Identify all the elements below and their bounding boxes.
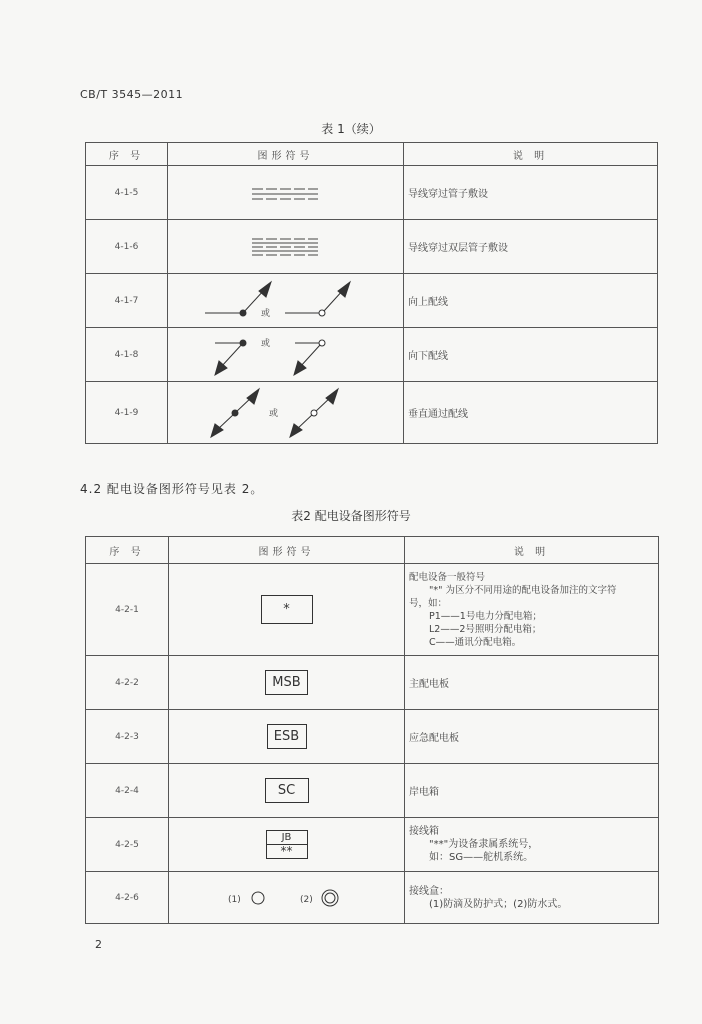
symbol-cell (169, 710, 405, 764)
row-number: 4-2-6 (86, 872, 169, 924)
label-1: (1) (227, 894, 241, 905)
description: 垂直通过配线 (404, 382, 658, 444)
description: 岸电箱 (405, 764, 659, 818)
watertight-box-icon (322, 890, 338, 906)
symbol-cell (168, 220, 404, 274)
table-row (86, 764, 659, 818)
symbol-cell (169, 764, 405, 818)
page-number: 2 (95, 938, 102, 951)
description: 导线穿过管子敷设 (404, 166, 658, 220)
table2-header-row (86, 537, 659, 564)
col-header-desc: 说 明 (404, 143, 658, 166)
vertical-through-wiring-symbol (201, 386, 371, 440)
table1 (85, 142, 658, 444)
or-label: 或 (260, 308, 270, 319)
row-number: 4-2-5 (86, 818, 169, 872)
section-4-2-text: 4.2 配电设备图形符号见表 2。 (80, 482, 264, 496)
row-number: 4-1-9 (86, 382, 168, 444)
col-header-symbol: 图形符号 (168, 143, 404, 166)
or-label: 或 (260, 338, 270, 349)
junction-box-symbol (266, 830, 308, 859)
table-row (86, 166, 658, 220)
junction-box-circle-symbols (222, 886, 352, 910)
row-number: 4-2-2 (86, 656, 169, 710)
col-header-desc: 说 明 (405, 537, 659, 564)
shore-connection-box-symbol: SC (265, 778, 309, 803)
desc-line: "**"为设备隶属系统号， (429, 839, 539, 850)
desc-line: 接线箱 (409, 826, 439, 837)
symbol-cell (168, 274, 404, 328)
description: 向下配线 (404, 328, 658, 382)
table1-header-row (86, 143, 658, 166)
row-number: 4-1-8 (86, 328, 168, 382)
col-header-symbol: 图形符号 (169, 537, 405, 564)
downward-wiring-symbol (201, 333, 371, 377)
symbol-cell (169, 656, 405, 710)
emergency-switchboard-symbol: ESB (267, 724, 307, 749)
description (405, 818, 659, 872)
table-row (86, 382, 658, 444)
desc-line: (1)防滴及防护式；(2)防水式。 (429, 898, 568, 910)
description (405, 564, 659, 656)
desc-line: 配电设备一般符号 (409, 571, 486, 583)
symbol-cell (169, 872, 405, 924)
double-conduit-wiring-symbol (246, 235, 326, 259)
table-row (86, 656, 659, 710)
description: 向上配线 (404, 274, 658, 328)
desc-line: 接线盒： (409, 885, 449, 897)
row-number: 4-1-6 (86, 220, 168, 274)
main-switchboard-symbol: MSB (265, 670, 307, 695)
description (405, 872, 659, 924)
row-number: 4-1-7 (86, 274, 168, 328)
desc-line: C——通讯分配电箱。 (429, 636, 522, 648)
symbol-cell (168, 166, 404, 220)
table1-caption: 表 1（续） (321, 122, 381, 136)
label-2: (2) (299, 894, 313, 905)
conduit-wiring-symbol (246, 183, 326, 203)
junction-box-label: JB (281, 832, 292, 843)
table-row (86, 564, 659, 656)
table-row (86, 274, 658, 328)
desc-line: 如：SG——舵机系统。 (429, 852, 534, 863)
drip-proof-box-icon (252, 892, 264, 904)
desc-line: 号，如： (409, 597, 448, 609)
system-number-placeholder: ** (267, 844, 307, 858)
desc-line: P1——1号电力分配电箱； (429, 610, 542, 622)
row-number: 4-2-3 (86, 710, 169, 764)
table2 (85, 536, 659, 924)
table-row (86, 818, 659, 872)
row-number: 4-1-5 (86, 166, 168, 220)
table-row (86, 872, 659, 924)
table-row (86, 328, 658, 382)
or-label: 或 (268, 408, 278, 419)
symbol-cell (168, 328, 404, 382)
upward-wiring-symbol (201, 279, 371, 323)
col-header-num: 序 号 (86, 537, 169, 564)
symbol-cell (169, 564, 405, 656)
distribution-equipment-symbol: * (261, 595, 313, 624)
row-number: 4-2-4 (86, 764, 169, 818)
col-header-num: 序 号 (86, 143, 168, 166)
table-row (86, 710, 659, 764)
description: 导线穿过双层管子敷设 (404, 220, 658, 274)
document-code: CB/T 3545—2011 (80, 88, 184, 101)
table2-caption: 表2 配电设备图形符号 (291, 509, 411, 523)
description: 应急配电板 (405, 710, 659, 764)
row-number: 4-2-1 (86, 564, 169, 656)
desc-line: L2——2号照明分配电箱； (429, 623, 542, 635)
table-row (86, 220, 658, 274)
description: 主配电板 (405, 656, 659, 710)
desc-line: "*" 为区分不同用途的配电设备加注的文字符 (429, 584, 617, 596)
symbol-cell (168, 382, 404, 444)
symbol-cell (169, 818, 405, 872)
